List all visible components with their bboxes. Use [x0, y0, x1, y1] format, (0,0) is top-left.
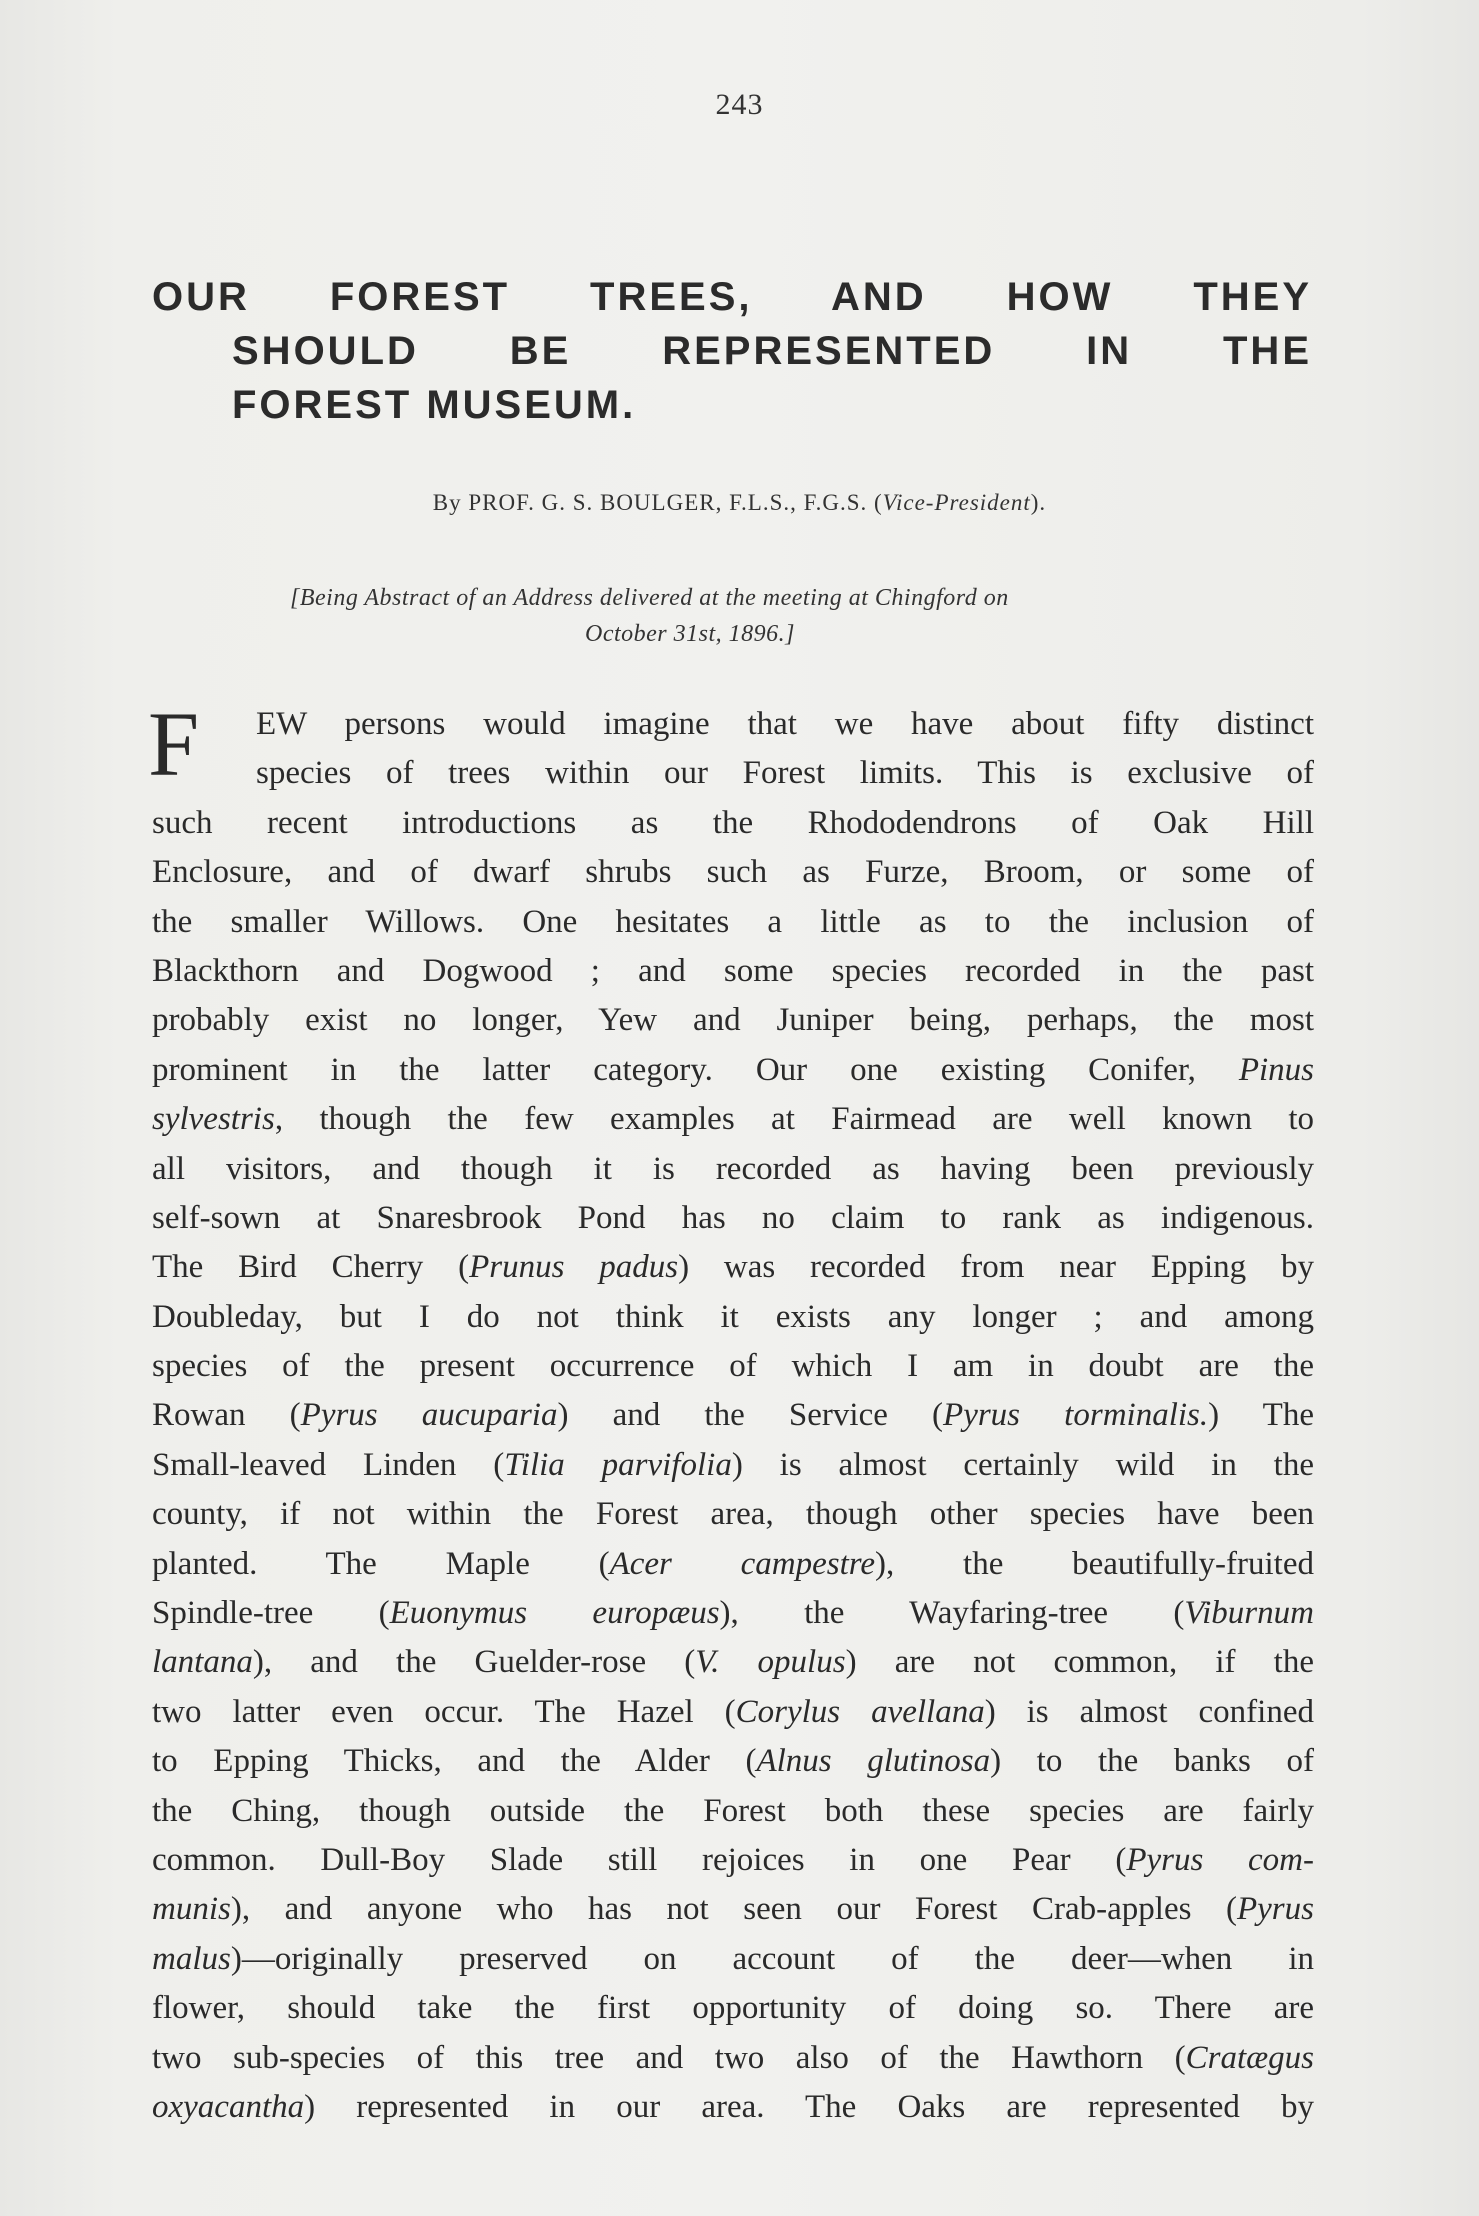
body-paragraph: [152, 700, 1314, 2132]
text-run: probably exist no longer, Yew and Juniper being, perhaps, the most: [152, 1002, 1314, 1039]
text-run: EW persons would imagine that we have about fifty distinct: [256, 706, 1314, 742]
text-line: [152, 1391, 1314, 1440]
italic-text: Acer campestre: [609, 1545, 876, 1582]
text-line: [152, 1935, 1314, 1984]
text-line: [152, 1194, 1314, 1243]
text-run: species of the present occurrence of which I am in doubt are the: [152, 1348, 1314, 1385]
text-line: [152, 1688, 1314, 1737]
byline: [0, 490, 1479, 516]
text-line: [152, 1836, 1314, 1885]
text-run: Spindle-tree (: [152, 1595, 390, 1632]
text-run: such recent introductions as the Rhododendrons of Oak Hill: [152, 804, 1314, 841]
text-run: The Bird Cherry (: [152, 1249, 470, 1286]
drop-cap: F: [148, 693, 200, 795]
text-run: county, if not within the Forest area, though other species have been: [152, 1496, 1314, 1533]
text-run: ), and anyone who has not seen our Forest Crab-apples (: [230, 1891, 1237, 1928]
text-line: [152, 700, 1314, 749]
text-line: [152, 1095, 1314, 1144]
italic-text: Euonymus europæus: [389, 1595, 720, 1632]
text-run: ), and the Guelder-rose (: [252, 1644, 696, 1681]
abstract-line: [Being Abstract of an Address delivered at the meeting at Chingford on: [290, 585, 1009, 611]
text-run: the Ching, though outside the Forest both these species are fairly: [152, 1792, 1314, 1829]
italic-text: oxyacantha: [152, 2088, 305, 2125]
text-line: [152, 1046, 1314, 1095]
text-line: [152, 1589, 1314, 1638]
italic-text: malus: [152, 1940, 231, 1977]
italic-text: V. opulus: [695, 1644, 846, 1681]
text-line: [152, 1984, 1314, 2033]
text-line: [152, 1145, 1314, 1194]
title-line: OUR FOREST TREES, AND HOW THEY: [152, 275, 1312, 319]
italic-text: Pyrus com-: [1126, 1841, 1314, 1878]
text-line: [152, 2083, 1314, 2132]
text-line: [152, 996, 1314, 1045]
text-run: ) is almost confined: [984, 1693, 1314, 1730]
title-line: SHOULD BE REPRESENTED IN THE: [232, 329, 1312, 373]
text-run: ), the beautifully-fruited: [875, 1545, 1314, 1582]
text-run: ) are not common, if the: [845, 1644, 1314, 1681]
italic-text: Pinus: [1238, 1051, 1314, 1088]
italic-text: Tilia parvifolia: [504, 1446, 732, 1483]
article-title: [152, 270, 1312, 432]
text-run: , though the few examples at Fairmead are well known to: [274, 1101, 1314, 1138]
text-line: [152, 2034, 1314, 2083]
italic-text: Cratægus: [1185, 2039, 1314, 2076]
text-run: planted. The Maple (: [152, 1545, 610, 1582]
title-line: FOREST MUSEUM.: [232, 383, 637, 427]
text-run: )—originally preserved on account of the deer—when in: [230, 1940, 1314, 1977]
text-line: [152, 1490, 1314, 1539]
text-run: common. Dull-Boy Slade still rejoices in one Pear (: [152, 1841, 1127, 1878]
italic-text: Pyrus aucuparia: [300, 1397, 558, 1434]
text-line: [152, 799, 1314, 848]
text-run: ) and the Service (: [557, 1397, 944, 1434]
italic-text: Viburnum: [1184, 1595, 1314, 1632]
italic-text: sylvestris: [152, 1101, 275, 1138]
text-run: ) to the banks of: [990, 1743, 1314, 1780]
text-run: ), the Wayfaring-tree (: [719, 1595, 1185, 1632]
byline-suffix: ).: [1030, 490, 1047, 515]
text-run: Doubleday, but I do not think it exists any longer ; and among: [152, 1298, 1314, 1335]
text-run: ) The: [1208, 1397, 1314, 1434]
byline-role: Vice-President: [882, 490, 1031, 515]
text-run: Small-leaved Linden (: [152, 1446, 505, 1483]
text-run: ) was recorded from near Epping by: [678, 1249, 1314, 1286]
text-run: prominent in the latter category. Our one existing Conifer,: [152, 1051, 1239, 1088]
text-run: flower, should take the first opportunity of doing so. There are: [152, 1990, 1314, 2027]
text-line: [152, 947, 1314, 996]
text-run: two sub-species of this tree and two also of the Hawthorn (: [152, 2039, 1186, 2076]
text-line: [152, 898, 1314, 947]
text-line: [152, 1540, 1314, 1589]
text-run: self-sown at Snaresbrook Pond has no claim to rank as indigenous.: [152, 1199, 1314, 1236]
text-line: [152, 1638, 1314, 1687]
byline-author: By PROF. G. S. BOULGER, F.L.S., F.G.S. (: [432, 490, 883, 515]
abstract-line: October 31st, 1896.]: [585, 621, 795, 647]
text-run: the smaller Willows. One hesitates a little as to the inclusion of: [152, 903, 1314, 940]
text-run: species of trees within our Forest limits. This is exclusive of: [256, 755, 1314, 792]
text-line: [152, 1342, 1314, 1391]
text-run: to Epping Thicks, and the Alder (: [152, 1743, 757, 1780]
text-run: Rowan (: [152, 1397, 301, 1434]
text-line: [152, 1885, 1314, 1934]
text-run: ) is almost certainly wild in the: [731, 1446, 1314, 1483]
text-line: [152, 848, 1314, 897]
text-line: [152, 1293, 1314, 1342]
text-line: [152, 1787, 1314, 1836]
italic-text: munis: [152, 1891, 231, 1928]
text-run: ) represented in our area. The Oaks are represented by: [304, 2088, 1314, 2125]
text-run: all visitors, and though it is recorded as having been previously: [152, 1150, 1314, 1187]
page-number: 243: [715, 88, 764, 121]
italic-text: Pyrus torminalis.: [943, 1397, 1209, 1434]
italic-text: Corylus avellana: [735, 1693, 985, 1730]
abstract-note: [290, 580, 1210, 652]
italic-text: Alnus glutinosa: [756, 1743, 991, 1780]
text-line: [152, 1737, 1314, 1786]
text-line: [152, 1243, 1314, 1292]
text-run: Blackthorn and Dogwood ; and some species recorded in the past: [152, 952, 1314, 989]
italic-text: Prunus padus: [469, 1249, 679, 1286]
text-run: two latter even occur. The Hazel (: [152, 1693, 736, 1730]
text-line: [152, 1441, 1314, 1490]
text-line: [152, 749, 1314, 798]
italic-text: Pyrus: [1237, 1891, 1314, 1928]
text-run: Enclosure, and of dwarf shrubs such as Furze, Broom, or some of: [152, 854, 1314, 891]
italic-text: lantana: [152, 1644, 253, 1681]
